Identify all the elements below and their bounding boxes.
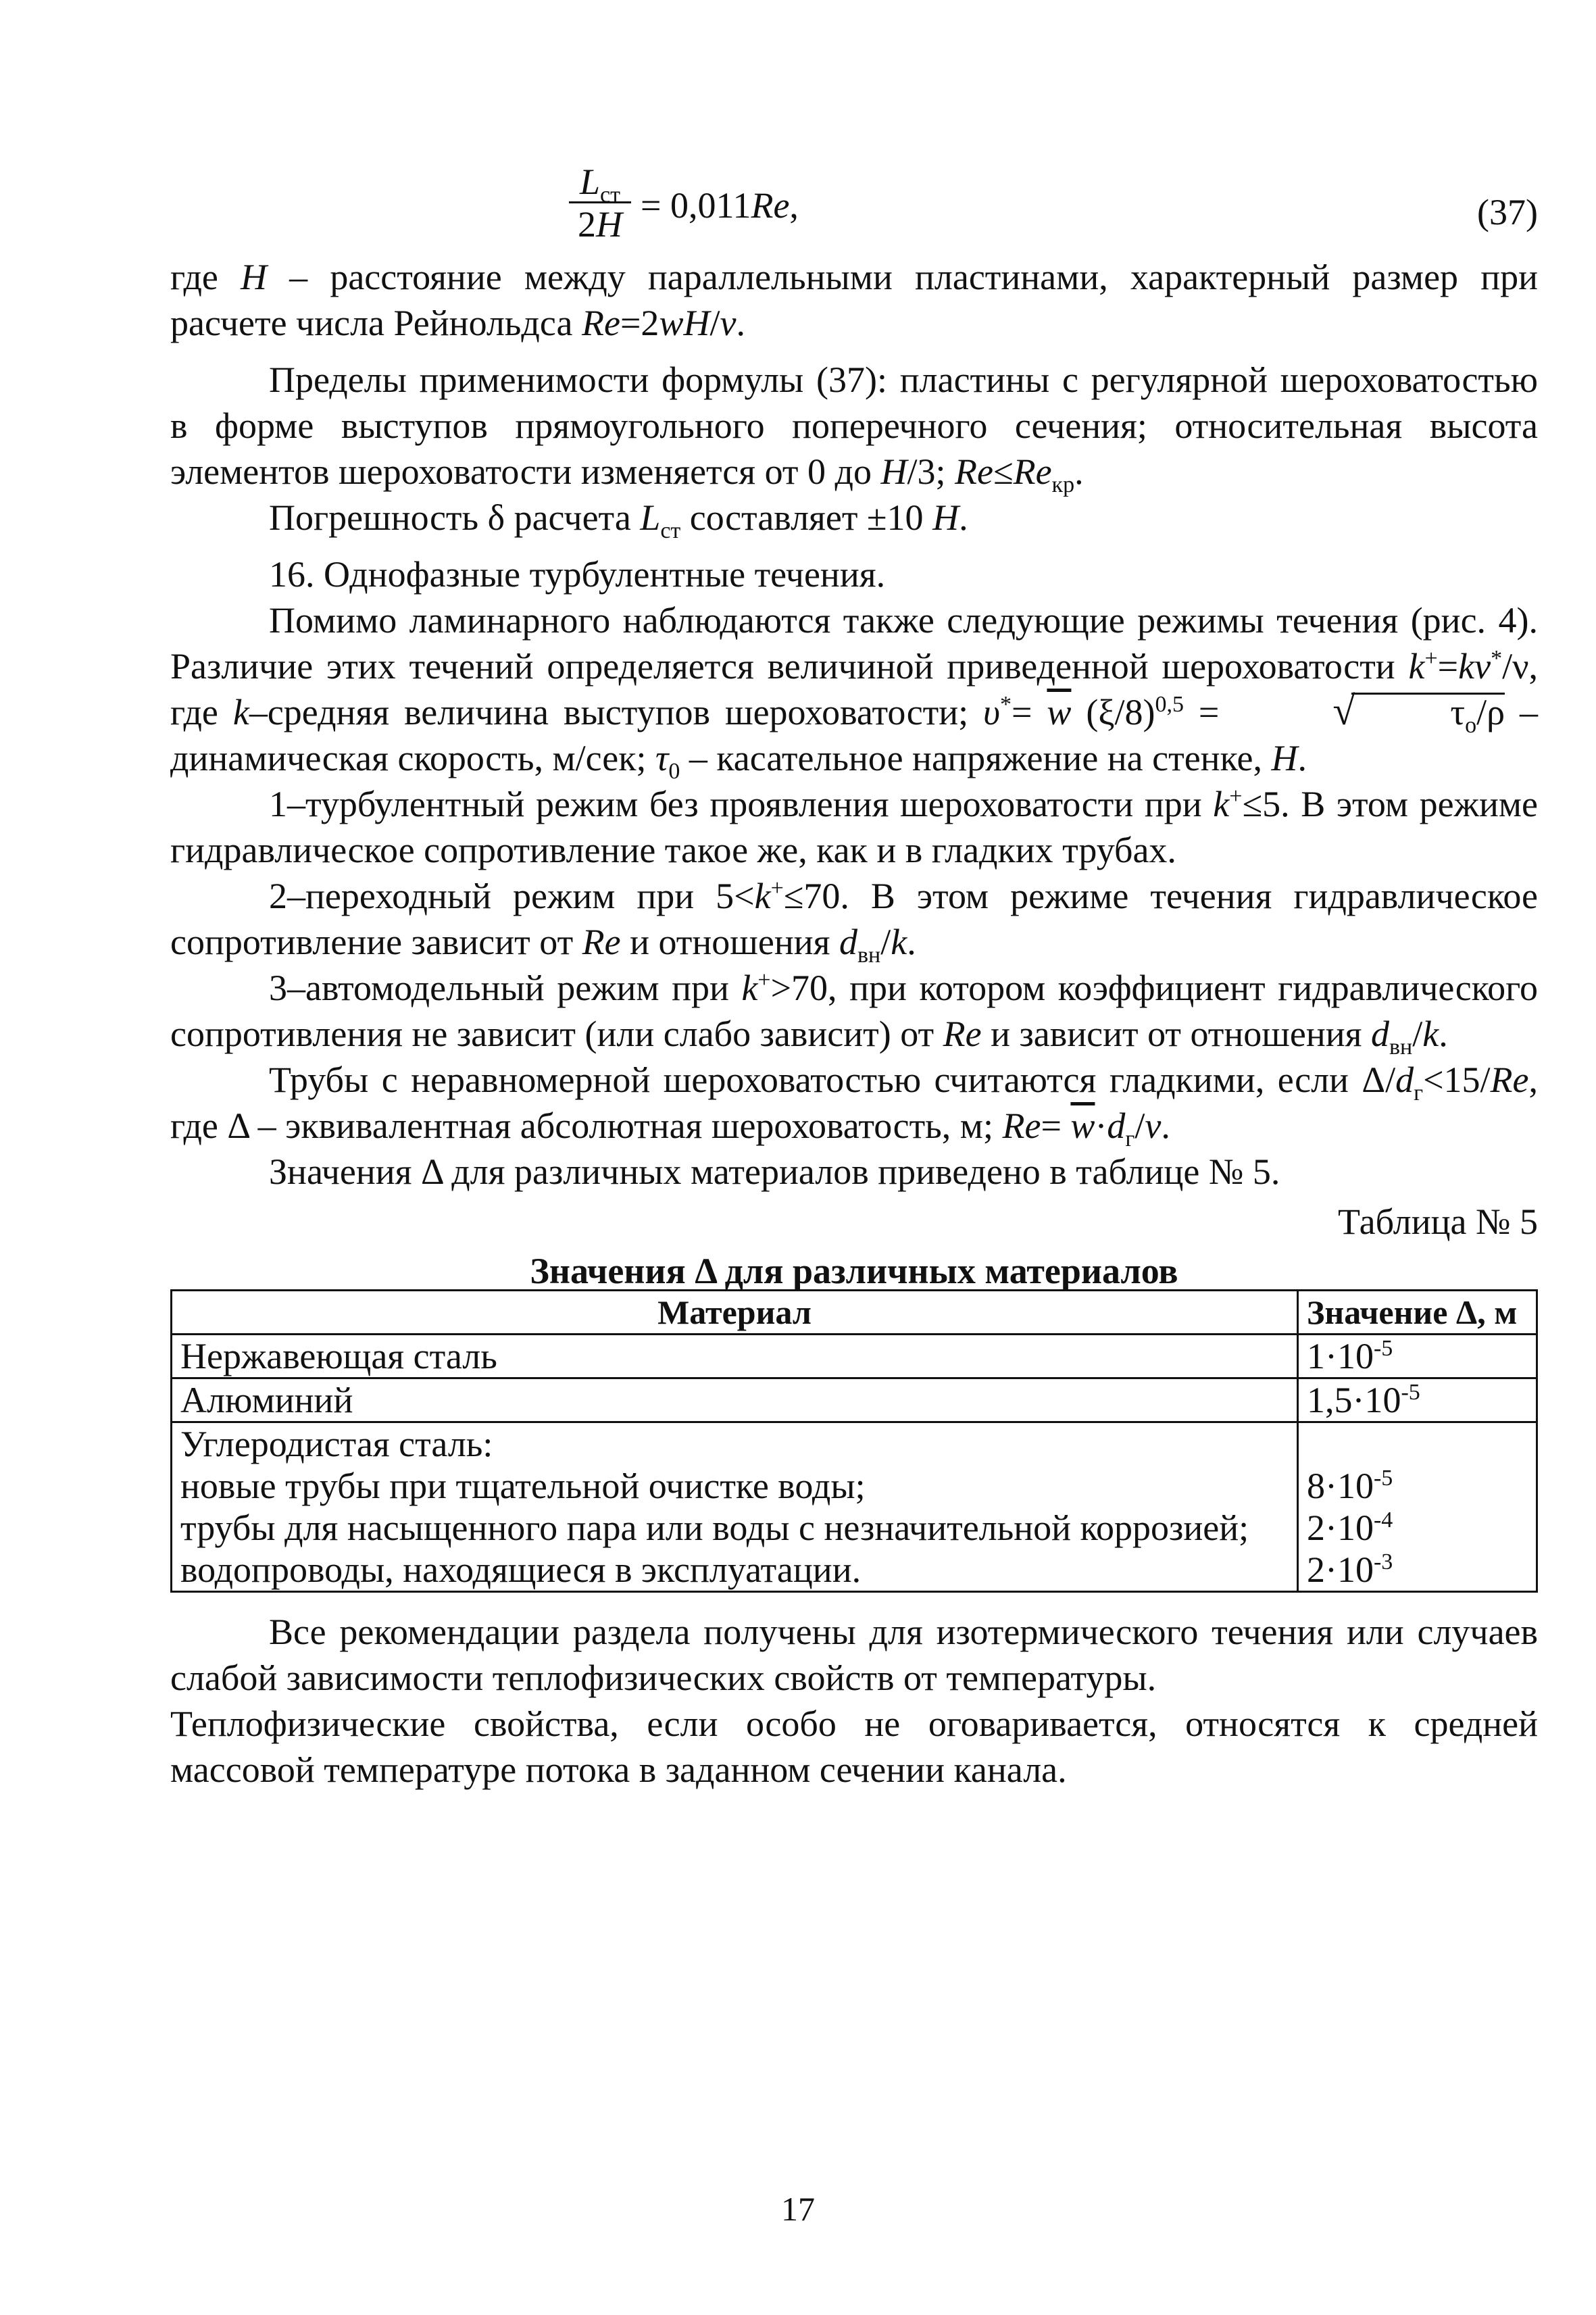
table-cell-material-group xyxy=(172,1422,1298,1592)
paragraph-regime-1: 1–турбулентный режим без проявления шероховатости при k+≤5. В этом режиме гидравлическое сопротивление такое же, как и в гладких трубах. xyxy=(170,784,1538,870)
table-header-value: Значение Δ, м xyxy=(1298,1291,1537,1335)
table-subitem-value: $8\cdot 10^{-5}$ xyxy=(1307,1466,1393,1506)
paragraph-regimes-intro: Помимо ламинарного наблюдаются также следующие режимы течения (рис. 4). Различие этих течений определяется величиной приведенной шероховатости k+=kv*/ν, где k–средняя величина выступов шероховатости; $\upsilon^*= \overline{w}$ $(\xi/8)^{0,5}$ = √ $\tau_o/\rho$ – динамическая скорость, м/сек; $\tau_0$ – касательное напряжение на стенке, Н. xyxy=(170,600,1538,784)
table-subitem-value: $2\cdot 10^{-3}$ xyxy=(1307,1549,1393,1590)
table-cell-material: Нержавеющая сталь xyxy=(172,1335,1298,1378)
table-header-row xyxy=(172,1291,1537,1335)
table-group-heading: Углеродистая сталь: xyxy=(180,1424,493,1464)
materials-roughness-table xyxy=(170,1289,1538,1593)
paragraph-table-ref: Значения Δ для различных материалов приведено в таблице № 5. xyxy=(269,1151,1280,1192)
table-subitem: новые трубы при тщательной очистке воды; xyxy=(180,1466,866,1506)
paragraph-isothermal: Все рекомендации раздела получены для изотермического течения или случаев слабой зависимости теплофизических свойств от температуры. xyxy=(170,1612,1538,1698)
paragraph-thermophysical: Теплофизические свойства, если особо не оговаривается, относятся к средней массовой температуре потока в заданном сечении канала. xyxy=(170,1703,1538,1790)
paragraph-h-definition: где H – расстояние между параллельными пластинами, характерный размер при расчете числа Рейнольдса Re=2wH/ν. xyxy=(170,257,1538,343)
paragraph-applicability: Пределы применимости формулы (37): пластины с регулярной шероховатостью в форме выступов прямоугольного поперечного сечения; относительная высота элементов шероховатости изменяется от 0 до H/3; $Re\le Re_{кр}$. xyxy=(170,359,1538,497)
table-cell-value: $1\cdot 10^{-5}$ xyxy=(1298,1335,1537,1378)
formula-fraction xyxy=(569,162,631,245)
table-row-group xyxy=(172,1422,1537,1592)
page-number: 17 xyxy=(781,2190,815,2228)
formula-denominator: 2H xyxy=(578,204,622,245)
table-number-label: Таблица № 5 xyxy=(1338,1201,1538,1242)
table-subitem: водопроводы, находящиеся в эксплуатации. xyxy=(180,1549,862,1590)
table-row xyxy=(172,1335,1537,1378)
paragraph-regime-2: 2–переходный режим при 5<k+≤70. В этом режиме течения гидравлическое сопротивление зависит от Re и отношения $d_{вн}/k$. xyxy=(170,876,1538,968)
paragraph-smooth-pipes: Трубы с неравномерной шероховатостью считаются гладкими, если $\Delta/d_г<15/Re$, где Δ – эквивалентная абсолютная шероховатость, м; $Re= \overline{w}\cdot d_г/\nu$. xyxy=(170,1060,1538,1151)
section-heading-16: 16. Однофазные турбулентные течения. xyxy=(269,554,886,595)
formula-numerator: $L_{ст}$ xyxy=(569,162,631,203)
formula-37 xyxy=(170,162,1538,254)
formula-rhs: = 0,011Re, xyxy=(641,185,799,226)
table-cell-value: $1,5\cdot 10^{-5}$ xyxy=(1298,1378,1537,1422)
document-page xyxy=(170,162,1538,1793)
table-header-material: Материал xyxy=(172,1291,1298,1335)
sqrt-symbol: √ $\tau_o/\rho$ xyxy=(1332,689,1505,738)
table-cell-material: Алюминий xyxy=(172,1378,1298,1422)
table-subitem-value: $2\cdot 10^{-4}$ xyxy=(1307,1508,1393,1548)
formula-number: (37) xyxy=(1477,192,1538,232)
table-cell-value-group xyxy=(1298,1422,1537,1592)
paragraph-regime-3: 3–автомодельный режим при k+>70, при котором коэффициент гидравлического сопротивления не зависит (или слабо зависит) от Re и зависит от отношения $d_{вн}/k$. xyxy=(170,968,1538,1060)
paragraph-error: Погрешность δ расчета $L_{ст}$ составляет ±10 Н. xyxy=(269,497,968,543)
table-subitem: трубы для насыщенного пара или воды с незначительной коррозией; xyxy=(180,1508,1249,1548)
table-title: Значения Δ для различных материалов xyxy=(530,1251,1178,1291)
table-row xyxy=(172,1378,1537,1422)
